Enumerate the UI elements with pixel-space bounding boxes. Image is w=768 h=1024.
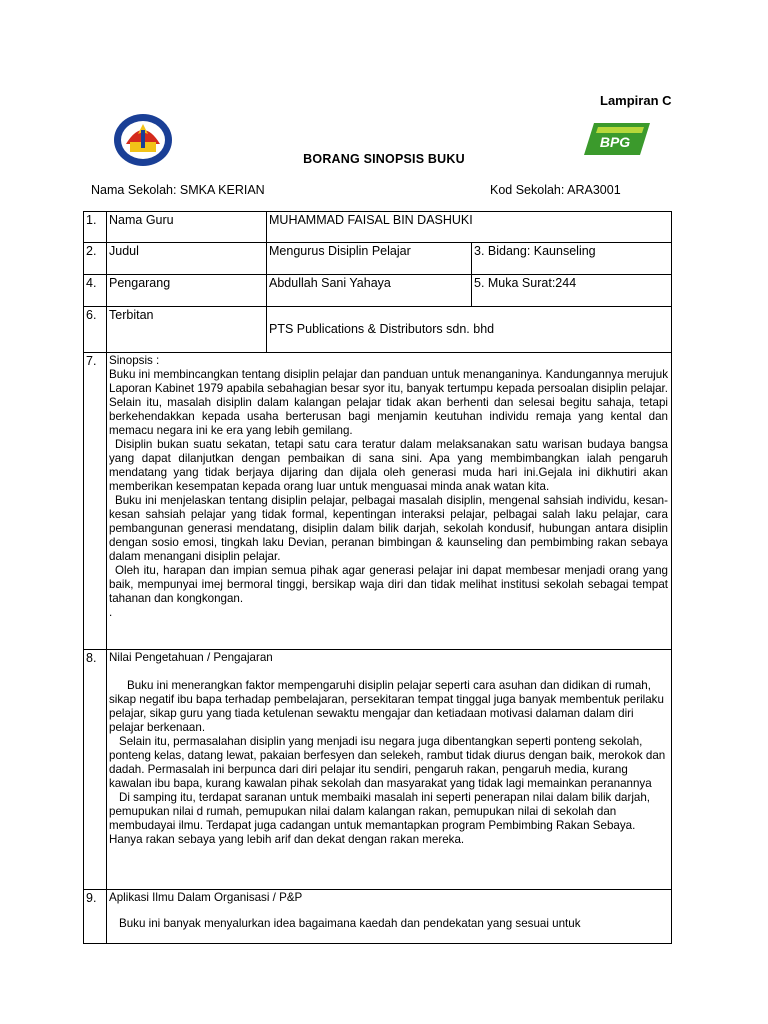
- publisher-value: PTS Publications & Distributors sdn. bhd: [267, 307, 672, 353]
- svg-text:BPG: BPG: [599, 134, 631, 150]
- synopsis-end-mark: .: [109, 606, 113, 619]
- row-nama-guru: [84, 212, 672, 243]
- school-code: Kod Sekolah: ARA3001: [490, 183, 621, 197]
- row-number: 7.: [84, 353, 107, 650]
- synopsis-paragraph: Buku ini membincangkan tentang disiplin pelajar dan panduan untuk menanganinya. Kandungannya merujuk Laporan Kabinet 1979 apabila sebahagian besar syor itu, banyak tertumpu kepada persoalan disiplin pelajar. Selain itu, masalah disiplin dalam kalangan pelajar tidak akan berhenti dan selesai begitu sahaja, tetapi berkehendakkan kepada usaha berterusan bagi menjamin keutuhan individu remaja yang kental dan memacu negara ini ke era yang lebih gemilang.: [109, 368, 668, 437]
- form-title: BORANG SINOPSIS BUKU: [303, 152, 465, 166]
- row-number: 4.: [84, 275, 107, 307]
- nilai-paragraph: Selain itu, permasalahan disiplin yang menjadi isu negara juga dibentangkan seperti ponteng sekolah, ponteng kelas, datang lewat, pakaian berfesyen dan selekeh, rambut tidak diurus dengan baik, merokok dan dadah. Permasalah ini berpunca dari diri pelajar itu sendiri, pengaruh rakan, pengaruh media, kurang kawalan ibu bapa, kurang kawalan pihak sekolah dan masyarakat yang tidak lagi memainkan peranannya: [109, 735, 666, 790]
- row-aplikasi: [84, 890, 672, 944]
- author-value: Abdullah Sani Yahaya: [267, 275, 472, 307]
- field-muka-surat: 5. Muka Surat:244: [472, 275, 672, 307]
- field-label: Judul: [107, 243, 267, 275]
- aplikasi-cell: [107, 890, 672, 944]
- nilai-paragraph: Di samping itu, terdapat saranan untuk membaiki masalah ini seperti penerapan nilai dalam bilik darjah, pemupukan nilai d rumah, pemupukan nilai dalam kalangan rakan, pemupukan nilai di sekolah dan membudayai ilmu. Terdapat juga cadangan untuk memantapkan program Pembimbing Rakan Sebaya. Hanya rakan sebaya yang lebih arif dan dekat dengan rakan mereka.: [109, 791, 651, 846]
- field-label: Terbitan: [107, 307, 267, 353]
- aplikasi-label: Aplikasi Ilmu Dalam Organisasi / P&P: [109, 891, 303, 904]
- lampiran-label: Lampiran C: [600, 93, 672, 108]
- synopsis-paragraph: Buku ini menjelaskan tentang disiplin pelajar, pelbagai masalah disiplin, mengenal sahsiah individu, kesan-kesan sahsiah pelajar yang tidak formal, kepentingan interaksi pelajar, pelbagai salah laku pelajar, cara pembangunan generasi mendatang, disiplin dalam bilik darjah, sekolah kondusif, hubungan antara disiplin dengan sosio emosi, tingkah laku Devian, peranan bimbingan & kaunseling dan pembimbing rakan sebaya dalam menangani disiplin pelajar.: [109, 494, 668, 563]
- book-title-value: Mengurus Disiplin Pelajar: [267, 243, 472, 275]
- synopsis-form-table: [83, 211, 672, 944]
- row-number: 8.: [84, 650, 107, 890]
- row-judul: [84, 243, 672, 275]
- row-number: 6.: [84, 307, 107, 353]
- field-label: Pengarang: [107, 275, 267, 307]
- row-sinopsis: [84, 353, 672, 650]
- field-label: Nama Guru: [107, 212, 267, 243]
- row-number: 2.: [84, 243, 107, 275]
- field-bidang: 3. Bidang: Kaunseling: [472, 243, 672, 275]
- school-name: Nama Sekolah: SMKA KERIAN: [91, 183, 265, 197]
- row-nilai: [84, 650, 672, 890]
- synopsis-label: Sinopsis :: [109, 354, 160, 367]
- teacher-name-value: MUHAMMAD FAISAL BIN DASHUKI: [267, 212, 672, 243]
- row-number: 9.: [84, 890, 107, 944]
- nilai-cell: [107, 650, 672, 890]
- aplikasi-paragraph: Buku ini banyak menyalurkan idea bagaimana kaedah dan pendekatan yang sesuai untuk: [119, 917, 581, 930]
- synopsis-paragraph: Disiplin bukan suatu sekatan, tetapi satu cara teratur dalam melaksanakan satu warisan budaya bangsa yang dapat dilanjutkan dengan pembaikan di sana sini. Apa yang membimbangkan ialah pengaruh mendatang yang tidak berjaya dijaring dan dijala oleh generasi muda hari ini.Gejala ini dikhutiri akan memberikan kesempatan kepada orang luar untuk menguasai minda anak watan kita.: [109, 438, 668, 493]
- synopsis-cell: [107, 353, 672, 650]
- row-terbitan: [84, 307, 672, 353]
- row-pengarang: [84, 275, 672, 307]
- row-number: 1.: [84, 212, 107, 243]
- nilai-label: Nilai Pengetahuan / Pengajaran: [109, 651, 273, 664]
- synopsis-paragraph: Oleh itu, harapan dan impian semua pihak agar generasi pelajar ini dapat membesar menjadi orang yang baik, mempunyai imej bermoral tinggi, bersikap waja diri dan tidak melihat institusi sekolah sebagai tempat tahanan dan kongkongan.: [109, 564, 668, 605]
- nilai-paragraph: Buku ini menerangkan faktor mempengaruhi disiplin pelajar seperti cara asuhan dan didikan di rumah, sikap negatif ibu bapa terhadap pembelajaran, persekitaran tempat tinggal juga banyak membentuk perilaku pelajar, sikap guru yang tiada ketulenan sewaktu mengajar dan ketiadaan motivasi dalaman dalam diri pelajar berkenaan.: [109, 679, 664, 734]
